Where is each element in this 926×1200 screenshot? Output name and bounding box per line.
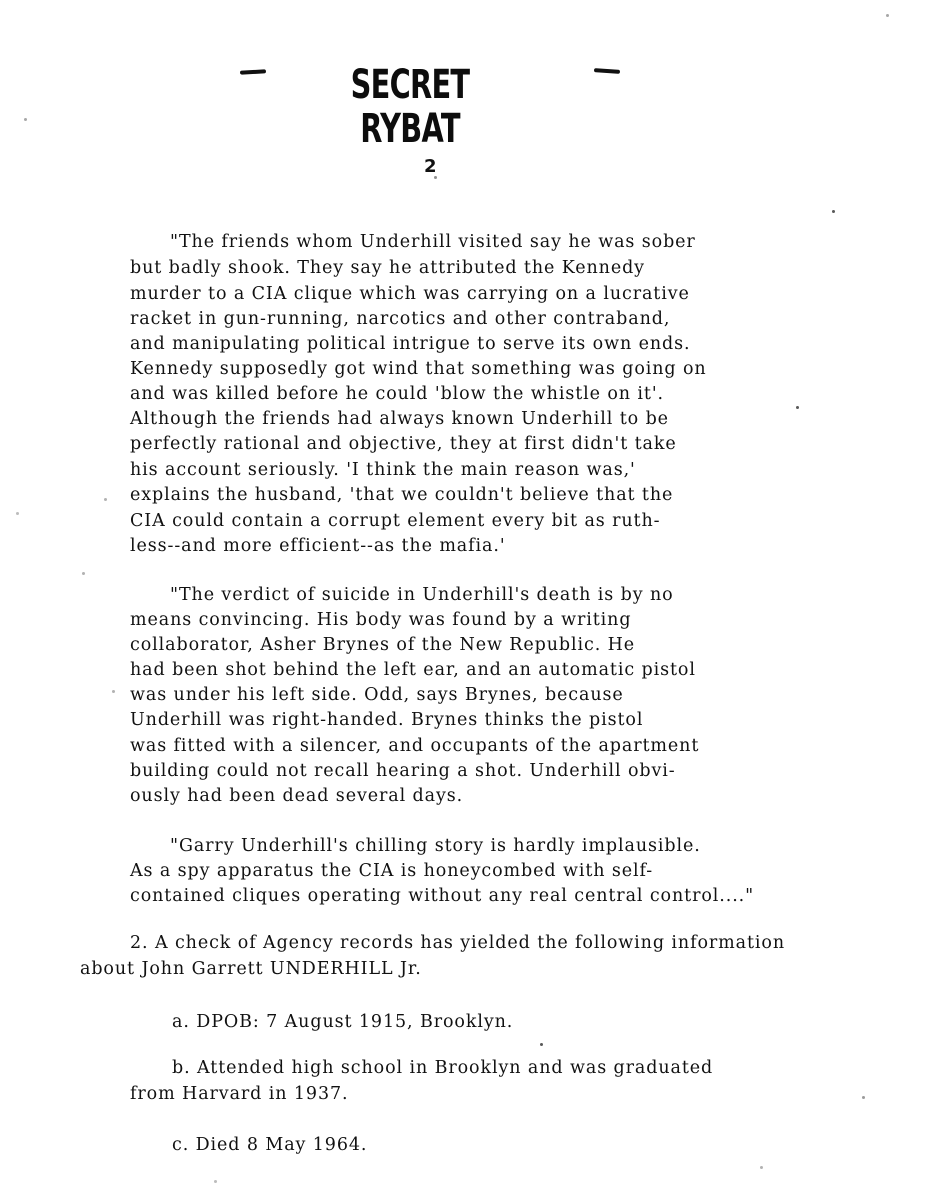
scan-speck [16,512,19,515]
paragraph-line: means convincing. His body was found by a writing [130,610,632,630]
scan-speck [832,210,835,213]
list-item: from Harvard in 1937. [130,1084,349,1104]
paragraph-line: and was killed before he could 'blow the whistle on it'. [130,384,665,404]
paragraph-line: "Garry Underhill's chilling story is hardly implausible. [170,836,701,856]
paragraph-line: but badly shook. They say he attributed the Kennedy [130,258,645,278]
paragraph-line: "The verdict of suicide in Underhill's death is by no [170,585,674,605]
page-number: 2 [424,156,437,177]
list-item: a. DPOB: 7 August 1915, Brooklyn. [172,1012,514,1032]
paragraph-line: perfectly rational and objective, they at first didn't take [130,434,677,454]
paragraph-line: explains the husband, 'that we couldn't believe that the [130,485,674,505]
paragraph-line: As a spy apparatus the CIA is honeycombed with self- [130,861,654,881]
scan-speck [862,1096,865,1099]
scan-speck [886,14,889,17]
paragraph-line: racket in gun-running, narcotics and other contraband, [130,309,671,329]
scan-speck [540,1043,543,1046]
paragraph-line: Although the friends had always known Underhill to be [130,409,669,429]
scan-speck [760,1166,763,1169]
list-item: c. Died 8 May 1964. [172,1135,368,1155]
caveat-stamp: RYBAT [360,106,460,152]
scan-speck [796,406,799,409]
paragraph-line: "The friends whom Underhill visited say he was sober [170,232,696,252]
paragraph-line: was fitted with a silencer, and occupants of the apartment [130,736,700,756]
section-line: 2. A check of Agency records has yielded the following information [130,933,786,953]
paragraph-line: was under his left side. Odd, says Brynes, because [130,685,624,705]
scan-speck [112,690,115,693]
paragraph-line: Underhill was right-handed. Brynes thinks the pistol [130,710,644,730]
paragraph-line: less--and more efficient--as the mafia.' [130,536,506,556]
paragraph-line: and manipulating political intrigue to serve its own ends. [130,334,691,354]
list-item: b. Attended high school in Brooklyn and was graduated [172,1058,714,1078]
scan-mark [240,69,266,74]
scan-mark [594,68,620,74]
paragraph-line: Kennedy supposedly got wind that something was going on [130,359,707,379]
paragraph-line: had been shot behind the left ear, and an automatic pistol [130,660,696,680]
classification-stamp: SECRET [350,62,470,108]
paragraph-line: ously had been dead several days. [130,786,464,806]
paragraph-line: CIA could contain a corrupt element every bit as ruth- [130,511,661,531]
paragraph-line: building could not recall hearing a shot. Underhill obvi- [130,761,676,781]
paragraph-line: murder to a CIA clique which was carrying on a lucrative [130,284,690,304]
scan-speck [24,118,27,121]
section-line: about John Garrett UNDERHILL Jr. [80,959,422,979]
scan-speck [82,572,85,575]
scan-speck [104,498,107,501]
paragraph-line: his account seriously. 'I think the main reason was,' [130,460,636,480]
paragraph-line: contained cliques operating without any real central control...." [130,886,755,906]
paragraph-line: collaborator, Asher Brynes of the New Republic. He [130,635,636,655]
scan-speck [214,1180,217,1183]
